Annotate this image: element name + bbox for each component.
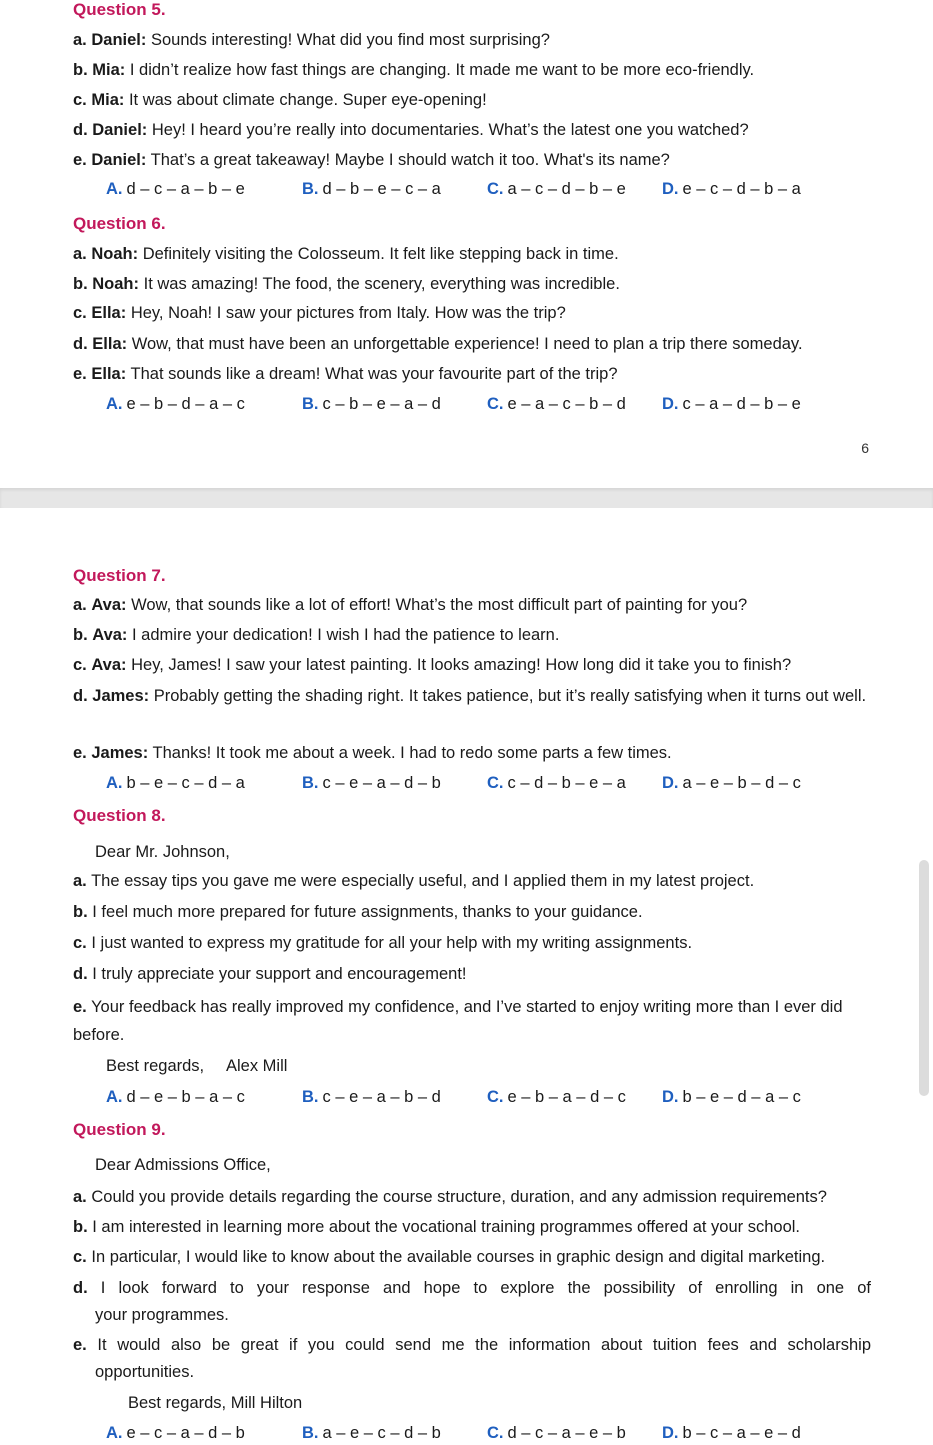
item-label: c. <box>73 934 87 952</box>
option-text: c – e – a – d – b <box>322 774 441 792</box>
option-letter: D. <box>662 1088 679 1106</box>
item-label: d. <box>73 1279 88 1297</box>
speaker: Ella: <box>91 304 127 322</box>
question-9-item-d <box>73 1279 871 1298</box>
question-6-item-b <box>73 275 620 294</box>
item-label: e. <box>73 1336 87 1354</box>
page-number: 6 <box>861 440 869 456</box>
question-5-item-b <box>73 61 754 80</box>
item-label: a. <box>73 31 87 49</box>
option-a[interactable] <box>106 774 245 793</box>
option-text: e – b – a – d – c <box>507 1088 626 1106</box>
question-9-item-d-continued: your programmes. <box>95 1306 229 1324</box>
option-text: c – e – a – b – d <box>322 1088 441 1106</box>
option-letter: A. <box>106 180 123 198</box>
item-label: e. <box>73 151 87 169</box>
option-d[interactable] <box>662 1424 801 1443</box>
item-text: That’s a great takeaway! Maybe I should watch it too. What's its name? <box>150 151 670 169</box>
option-letter: C. <box>487 774 504 792</box>
option-letter: C. <box>487 180 504 198</box>
item-text: I didn’t realize how fast things are changing. It made me want to be more eco-friendly. <box>129 61 755 79</box>
question-5-title: Question 5. <box>73 0 166 19</box>
speaker: Noah: <box>91 245 139 263</box>
speaker: Ella: <box>92 335 128 353</box>
option-text: d – c – a – e – b <box>507 1424 626 1442</box>
option-letter: B. <box>302 1424 319 1442</box>
question-7-item-a <box>73 596 747 615</box>
option-b[interactable] <box>302 180 441 199</box>
question-9-title: Question 9. <box>73 1120 166 1139</box>
item-label: b. <box>73 626 88 644</box>
letter-greeting: Dear Mr. Johnson, <box>95 843 230 861</box>
option-text: d – b – e – c – a <box>322 180 441 198</box>
option-d[interactable] <box>662 774 801 793</box>
question-6-title: Question 6. <box>73 214 166 233</box>
option-text: d – e – b – a – c <box>126 1088 245 1106</box>
option-letter: D. <box>662 774 679 792</box>
option-text: b – e – d – a – c <box>682 1088 801 1106</box>
option-text: e – b – d – a – c <box>126 395 245 413</box>
item-text: I look forward to your response and hope to explore the possibility of enrolling in one of <box>100 1279 871 1297</box>
speaker: Daniel: <box>91 151 147 169</box>
scrollbar-thumb[interactable] <box>919 860 929 1096</box>
question-7-item-e <box>73 744 672 763</box>
page-lower <box>0 508 933 1445</box>
speaker: James: <box>91 744 149 762</box>
question-5-item-e <box>73 151 670 170</box>
question-9-item-c <box>73 1248 825 1267</box>
item-text: It would also be great if you could send me the information about tuition fees and scholarship <box>97 1336 871 1354</box>
option-c[interactable] <box>487 180 626 199</box>
option-letter: C. <box>487 1424 504 1442</box>
item-label: c. <box>73 656 87 674</box>
speaker: Daniel: <box>91 31 147 49</box>
option-d[interactable] <box>662 1088 801 1107</box>
question-8-item-c <box>73 934 692 953</box>
option-letter: A. <box>106 395 123 413</box>
item-label: b. <box>73 61 88 79</box>
option-letter: A. <box>106 1424 123 1442</box>
option-text: e – c – d – b – a <box>682 180 801 198</box>
item-label: a. <box>73 245 87 263</box>
option-text: c – d – b – e – a <box>507 774 626 792</box>
item-text: Wow, that must have been an unforgettable experience! I need to plan a trip there someday. <box>131 335 803 353</box>
question-9-item-b <box>73 1218 800 1237</box>
option-letter: B. <box>302 395 319 413</box>
question-6-item-a <box>73 245 619 264</box>
option-d[interactable] <box>662 180 801 199</box>
option-text: a – c – d – b – e <box>507 180 626 198</box>
item-label: b. <box>73 903 88 921</box>
letter-greeting: Dear Admissions Office, <box>95 1156 271 1174</box>
item-text: Sounds interesting! What did you find most surprising? <box>150 31 550 49</box>
speaker: Ava: <box>91 596 127 614</box>
item-label: d. <box>73 121 88 139</box>
item-text: I truly appreciate your support and encouragement! <box>92 965 467 983</box>
speaker: Ava: <box>91 656 127 674</box>
speaker: Daniel: <box>92 121 148 139</box>
item-text: Wow, that sounds like a lot of effort! What’s the most difficult part of painting for you? <box>131 596 748 614</box>
item-label: d. <box>73 335 88 353</box>
item-text: Thanks! It took me about a week. I had to redo some parts a few times. <box>152 744 672 762</box>
option-c[interactable] <box>487 1424 626 1443</box>
question-5-item-c <box>73 91 487 110</box>
item-label: d. <box>73 965 88 983</box>
speaker: Ava: <box>92 626 128 644</box>
option-c[interactable] <box>487 1088 626 1107</box>
question-8-item-a <box>73 872 754 891</box>
option-letter: D. <box>662 1424 679 1442</box>
item-text: Hey, James! I saw your latest painting. It looks amazing! How long did it take you to finish? <box>131 656 792 674</box>
question-7-item-c <box>73 656 791 675</box>
option-text: b – e – c – d – a <box>126 774 245 792</box>
item-label: a. <box>73 596 87 614</box>
option-letter: A. <box>106 1088 123 1106</box>
option-text: a – e – c – d – b <box>322 1424 441 1442</box>
letter-signature: Alex Mill <box>226 1057 288 1075</box>
item-label: d. <box>73 687 88 705</box>
option-letter: B. <box>302 1088 319 1106</box>
question-7-item-d <box>73 682 871 710</box>
item-label: c. <box>73 91 87 109</box>
item-text: The essay tips you gave me were especially useful, and I applied them in my latest project. <box>91 872 755 890</box>
option-b[interactable] <box>302 395 441 414</box>
item-text: In particular, I would like to know about the available courses in graphic design and digital marketing. <box>91 1248 826 1266</box>
question-8-item-e <box>73 993 871 1049</box>
item-text: That sounds like a dream! What was your favourite part of the trip? <box>130 365 618 383</box>
item-label: a. <box>73 872 87 890</box>
option-letter: C. <box>487 395 504 413</box>
option-c[interactable] <box>487 395 626 414</box>
item-text: I admire your dedication! I wish I had the patience to learn. <box>132 626 560 644</box>
option-b[interactable] <box>302 1088 441 1107</box>
option-letter: B. <box>302 180 319 198</box>
item-text: I feel much more prepared for future assignments, thanks to your guidance. <box>92 903 643 921</box>
speaker: Ella: <box>91 365 127 383</box>
question-9-item-e <box>73 1336 871 1355</box>
item-label: e. <box>73 365 87 383</box>
option-text: d – c – a – b – e <box>126 180 245 198</box>
item-text: Could you provide details regarding the course structure, duration, and any admission requirements? <box>91 1188 827 1206</box>
speaker: James: <box>92 687 150 705</box>
question-8-item-d <box>73 965 467 984</box>
option-text: c – a – d – b – e <box>682 395 801 413</box>
question-7-item-b <box>73 626 559 645</box>
option-letter: D. <box>662 395 679 413</box>
speaker: Mia: <box>91 91 125 109</box>
item-text: Definitely visiting the Colosseum. It felt like stepping back in time. <box>142 245 619 263</box>
item-label: c. <box>73 304 87 322</box>
item-label: c. <box>73 1248 87 1266</box>
question-6-item-d <box>73 335 803 354</box>
item-text: It was amazing! The food, the scenery, everything was incredible. <box>143 275 620 293</box>
option-d[interactable] <box>662 395 801 414</box>
option-text: a – e – b – d – c <box>682 774 801 792</box>
option-a[interactable] <box>106 180 245 199</box>
item-text: Probably getting the shading right. It takes patience, but it’s really satisfying when it turns out well. <box>153 687 867 705</box>
letter-closing: Best regards, Mill Hilton <box>128 1394 303 1412</box>
option-text: e – a – c – b – d <box>507 395 626 413</box>
option-a[interactable] <box>106 1424 245 1443</box>
option-letter: B. <box>302 774 319 792</box>
option-a[interactable] <box>106 395 245 414</box>
item-label: b. <box>73 275 88 293</box>
letter-closing: Best regards, <box>106 1057 205 1075</box>
question-6-item-e <box>73 365 618 384</box>
question-7-title: Question 7. <box>73 566 166 585</box>
option-text: e – c – a – d – b <box>126 1424 245 1442</box>
question-9-item-e-continued: opportunities. <box>95 1363 195 1381</box>
question-5-item-a <box>73 31 550 50</box>
item-text: I just wanted to express my gratitude for all your help with my writing assignments. <box>91 934 693 952</box>
option-b[interactable] <box>302 1424 441 1443</box>
page-upper <box>0 0 933 488</box>
option-letter: C. <box>487 1088 504 1106</box>
item-text: Hey! I heard you’re really into documentaries. What’s the latest one you watched? <box>151 121 749 139</box>
question-5-item-d <box>73 121 749 140</box>
page-separator <box>0 488 933 508</box>
item-text: Hey, Noah! I saw your pictures from Italy. How was the trip? <box>130 304 566 322</box>
item-text: I am interested in learning more about the vocational training programmes offered at your school. <box>92 1218 801 1236</box>
option-letter: D. <box>662 180 679 198</box>
question-9-item-a <box>73 1188 827 1207</box>
item-text: It was about climate change. Super eye-opening! <box>128 91 487 109</box>
item-label: a. <box>73 1188 87 1206</box>
option-c[interactable] <box>487 774 626 793</box>
option-a[interactable] <box>106 1088 245 1107</box>
item-label: e. <box>73 998 87 1016</box>
speaker: Mia: <box>92 61 126 79</box>
option-b[interactable] <box>302 774 441 793</box>
item-text: Your feedback has really improved my confidence, and I’ve started to enjoy writing more than I ever did before. <box>73 998 843 1044</box>
option-text: b – c – a – e – d <box>682 1424 801 1442</box>
question-8-title: Question 8. <box>73 806 166 825</box>
speaker: Noah: <box>92 275 140 293</box>
question-6-item-c <box>73 304 566 323</box>
item-label: e. <box>73 744 87 762</box>
option-letter: A. <box>106 774 123 792</box>
item-label: b. <box>73 1218 88 1236</box>
option-text: c – b – e – a – d <box>322 395 441 413</box>
question-8-item-b <box>73 903 643 922</box>
